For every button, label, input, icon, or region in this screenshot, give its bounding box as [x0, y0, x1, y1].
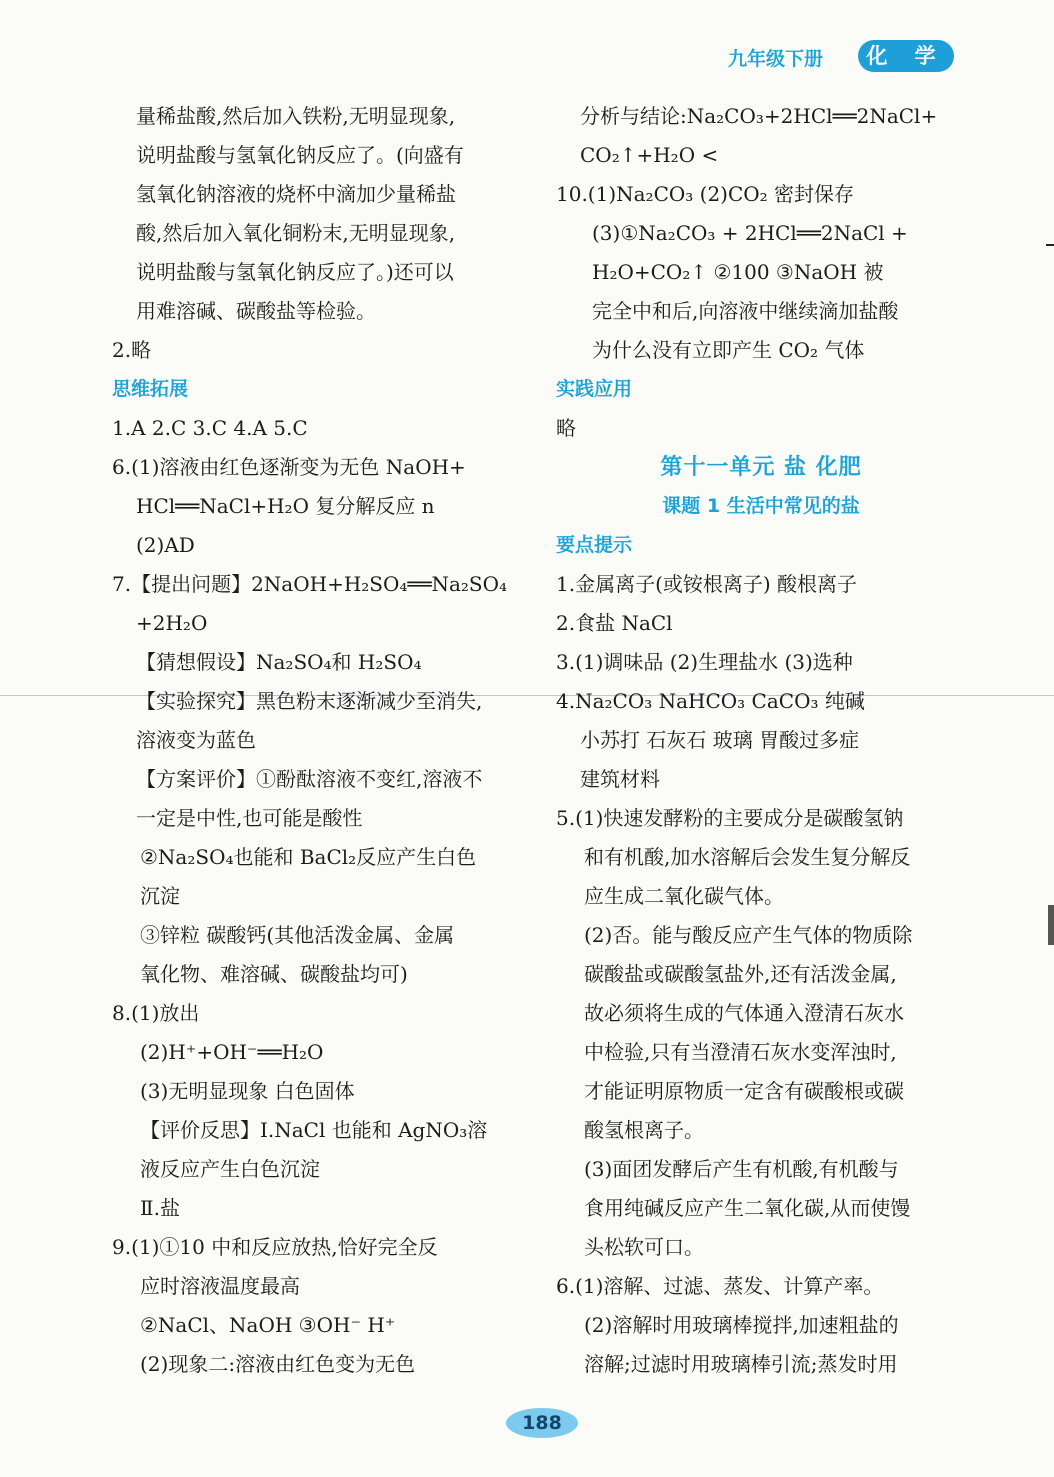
text-line: 10.(1)Na₂CO₃ (2)CO₂ 密封保存	[556, 182, 855, 206]
text-line: (3)面团发酵后产生有机酸,有机酸与	[584, 1157, 899, 1181]
text-line: 2.食盐 NaCl	[556, 611, 673, 635]
section-heading: 实践应用	[556, 378, 633, 400]
text-line: +2H₂O	[136, 611, 208, 635]
text-line: (3)①Na₂CO₃ + 2HCl══2NaCl +	[592, 221, 908, 245]
text-line: ②NaCl、NaOH ③OH⁻ H⁺	[140, 1313, 396, 1337]
text-line: 食用纯碱反应产生二氧化碳,从而使馒	[584, 1196, 911, 1220]
page-number: 188	[506, 1408, 578, 1438]
text-line: 建筑材料	[580, 767, 660, 791]
section-heading: 要点提示	[556, 534, 633, 556]
text-line: 【猜想假设】Na₂SO₄和 H₂SO₄	[136, 650, 422, 674]
text-line: 酸,然后加入氧化铜粉末,无明显现象,	[136, 221, 456, 245]
text-line: 为什么没有立即产生 CO₂ 气体	[592, 338, 865, 362]
text-line: 小苏打 石灰石 玻璃 胃酸过多症	[580, 728, 860, 752]
margin-mark	[1048, 905, 1054, 945]
text-line: (2)AD	[136, 533, 195, 557]
text-line: 【方案评价】①酚酞溶液不变红,溶液不	[136, 767, 483, 791]
text-line: (2)H⁺+OH⁻══H₂O	[140, 1040, 324, 1064]
text-line: 酸氢根离子。	[584, 1118, 704, 1142]
text-line: 6.(1)溶液由红色逐渐变为无色 NaOH+	[112, 455, 466, 479]
text-line: 1.金属离子(或铵根离子) 酸根离子	[556, 572, 858, 596]
text-line: 中检验,只有当澄清石灰水变浑浊时,	[584, 1040, 897, 1064]
unit-title: 第十一单元 盐 化肥	[660, 455, 862, 480]
text-line: 【实验探究】黑色粉末逐渐减少至消失,	[136, 689, 483, 713]
text-line: 应生成二氧化碳气体。	[584, 884, 784, 908]
text-line: CO₂↑+H₂O <	[580, 143, 719, 167]
text-line: 【评价反思】Ⅰ.NaCl 也能和 AgNO₃溶	[140, 1118, 488, 1142]
margin-mark	[1046, 244, 1054, 246]
text-line: 用难溶碱、碳酸盐等检验。	[136, 299, 376, 323]
text-line: 液反应产生白色沉淀	[140, 1157, 320, 1181]
text-line: 3.(1)调味品 (2)生理盐水 (3)选种	[556, 650, 853, 674]
section-heading: 思维拓展	[112, 378, 189, 400]
text-line: 略	[556, 416, 576, 440]
text-line: 8.(1)放出	[112, 1001, 200, 1025]
text-line: 量稀盐酸,然后加入铁粉,无明显现象,	[136, 104, 456, 128]
text-line: HCl══NaCl+H₂O 复分解反应 n	[136, 494, 435, 518]
text-line: 溶解;过滤时用玻璃棒引流;蒸发时用	[584, 1352, 898, 1376]
text-line: 9.(1)①10 中和反应放热,恰好完全反	[112, 1235, 438, 1259]
text-line: ②Na₂SO₄也能和 BaCl₂反应产生白色	[140, 845, 477, 869]
text-line: 5.(1)快速发酵粉的主要成分是碳酸氢钠	[556, 806, 904, 830]
header-grade: 九年级下册	[728, 48, 824, 70]
text-line: (2)否。能与酸反应产生气体的物质除	[584, 923, 913, 947]
text-line: 分析与结论:Na₂CO₃+2HCl══2NaCl+	[580, 104, 938, 128]
text-line: 1.A 2.C 3.C 4.A 5.C	[112, 416, 308, 440]
left-column	[112, 97, 522, 1384]
text-line: (3)无明显现象 白色固体	[140, 1079, 355, 1103]
text-line: 6.(1)溶解、过滤、蒸发、计算产率。	[556, 1274, 884, 1298]
text-line: 溶液变为蓝色	[136, 728, 256, 752]
text-line: 应时溶液温度最高	[140, 1274, 300, 1298]
text-line: 完全中和后,向溶液中继续滴加盐酸	[592, 299, 899, 323]
text-line: (2)溶解时用玻璃棒搅拌,加速粗盐的	[584, 1313, 899, 1337]
lesson-title: 课题 1 生活中常见的盐	[662, 495, 860, 517]
text-line: (2)现象二:溶液由红色变为无色	[140, 1352, 416, 1376]
text-line: 氢氧化钠溶液的烧杯中滴加少量稀盐	[136, 182, 456, 206]
right-column	[556, 97, 966, 1384]
text-line: 氧化物、难溶碱、碳酸盐均可)	[140, 962, 408, 986]
text-line: Ⅱ.盐	[140, 1196, 180, 1220]
text-line: 故必须将生成的气体通入澄清石灰水	[584, 1001, 904, 1025]
text-line: 说明盐酸与氢氧化钠反应了。)还可以	[136, 260, 454, 284]
text-line: H₂O+CO₂↑ ②100 ③NaOH 被	[592, 260, 884, 284]
text-line: 才能证明原物质一定含有碳酸根或碳	[584, 1079, 904, 1103]
text-line: 一定是中性,也可能是酸性	[136, 806, 363, 830]
subject-badge: 化 学	[858, 40, 954, 72]
text-line: 7.【提出问题】2NaOH+H₂SO₄══Na₂SO₄	[112, 572, 508, 596]
text-line: 和有机酸,加水溶解后会发生复分解反	[584, 845, 911, 869]
text-line: 碳酸盐或碳酸氢盐外,还有活泼金属,	[584, 962, 897, 986]
text-line: 2.略	[112, 338, 152, 362]
text-line: 4.Na₂CO₃ NaHCO₃ CaCO₃ 纯碱	[556, 689, 865, 713]
text-line: ③锌粒 碳酸钙(其他活泼金属、金属	[140, 923, 455, 947]
text-line: 沉淀	[140, 884, 180, 908]
text-line: 头松软可口。	[584, 1235, 704, 1259]
text-line: 说明盐酸与氢氧化钠反应了。(向盛有	[136, 143, 464, 167]
